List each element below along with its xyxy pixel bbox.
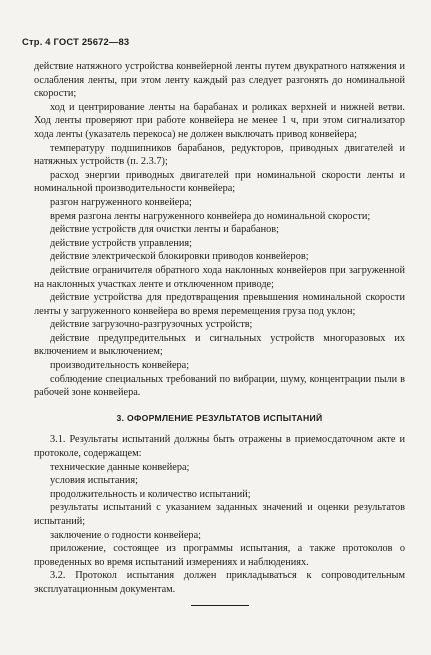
page-header: Стр. 4 ГОСТ 25672—83 — [22, 36, 130, 47]
paragraph-bearing-temperature: температуру подшипников барабанов, редукторов, приводных двигателей и натяжных устройств (п. 2.3.7); — [34, 142, 405, 168]
paragraph-technical-data: технические данные конвейера; — [50, 461, 190, 473]
section-title: 3. ОФОРМЛЕНИЕ РЕЗУЛЬТАТОВ ИСПЫТАНИЙ — [116, 412, 323, 423]
paragraph-test-results: результаты испытаний с указанием заданных значений и оценки результатов испытаний; — [34, 502, 405, 527]
paragraph-throughput: производительность конвейера; — [50, 360, 190, 372]
paragraph-acceleration-time: время разгона ленты нагруженного конвейера до номинальной скорости; — [50, 210, 371, 222]
paragraph-control-devices: действие устройств управления; — [50, 237, 192, 249]
paragraph-appendix: приложение, состоящее из программы испытания, а также протоколов о проведенных во время испытаний измерениях и наблюдениях. — [34, 543, 405, 568]
paragraph-special-requirements: соблюдение специальных требований по вибрации, шуму, концентрации пыли в рабочей зоне конвейера. — [34, 373, 405, 399]
paragraph-3-1: 3.1. Результаты испытаний должны быть отражены в приемосдаточном акте и протоколе, содержащем: — [34, 434, 405, 460]
paragraph-3-2: 3.2. Протокол испытания должен прикладываться к сопроводительным эксплуатационным документам. — [34, 570, 405, 595]
paragraph-test-conditions: условия испытания; — [50, 475, 139, 487]
paragraph-electrical-interlock: действие электрической блокировки приводов конвейеров; — [50, 251, 309, 263]
paragraph-cleaning-devices: действие устройств для очистки ленты и барабанов; — [50, 224, 279, 236]
paragraph-tensioner: действие натяжного устройства конвейерной ленты путем двукратного натяжения и ослабления ленты, при этом ленту каждый раз следует разгонять до номинальной скорости; — [34, 61, 405, 100]
paragraph-loading-devices: действие загрузочно-разгрузочных устройств; — [50, 319, 253, 331]
paragraph-conclusion: заключение о годности конвейера; — [50, 529, 202, 541]
document-body — [34, 60, 405, 606]
paragraph-loaded-acceleration: разгон нагруженного конвейера; — [50, 196, 192, 208]
paragraph-belt-tracking: ход и центрирование ленты на барабанах и роликах верхней и нижней ветви. Ход ленты проверяют при работе конвейера не менее 1 ч, при этом сигнализатор хода ленты (указатель перекоса) не должен выключать привод конвейера; — [34, 101, 405, 140]
paragraph-test-duration: продолжительность и количество испытаний; — [50, 488, 251, 500]
paragraph-energy-consumption: расход энергии приводных двигателей при номинальной скорости ленты и номинальной производительности конвейера; — [34, 169, 405, 195]
end-rule — [191, 605, 249, 606]
paragraph-warning-devices: действие предупредительных и сигнальных устройств многоразовых их включением и выключением; — [34, 332, 405, 358]
paragraph-backstop: действие ограничителя обратного хода наклонных конвейеров при загруженной на наклонных участках ленте и отключенном приводе; — [34, 264, 405, 290]
paragraph-overspeed-protection: действие устройства для предотвращения превышения номинальной скорости ленты у загруженного конвейера во время перемещения груза под уклон; — [34, 292, 405, 317]
